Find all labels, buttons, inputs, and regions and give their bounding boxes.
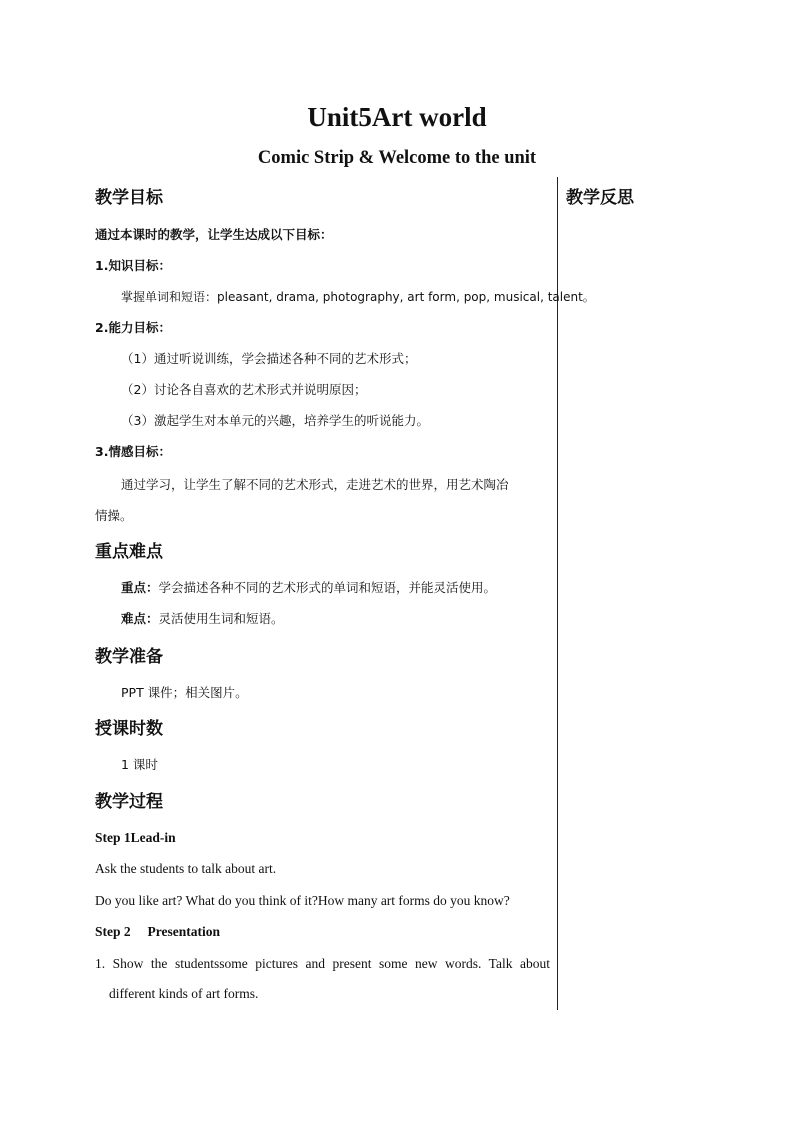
ability-item-2: （2）讨论各自喜欢的艺术形式并说明原因； (121, 382, 367, 397)
ability-item-1: （1）通过听说训练，学会描述各种不同的艺术形式； (121, 351, 417, 366)
preparation-heading: 教学准备 (95, 647, 163, 667)
hours-heading: 授课时数 (95, 719, 163, 739)
focus-label: 重点： (121, 580, 159, 595)
focus-line (121, 579, 496, 597)
focus-text: 学会描述各种不同的艺术形式的单词和短语，并能灵活使用。 (158, 580, 497, 595)
step2-item1-line-2: different kinds of art forms. (109, 986, 259, 1001)
document-subtitle: Comic Strip & Welcome to the unit (257, 148, 537, 168)
key-points-heading: 重点难点 (95, 542, 163, 562)
document-title: Unit5Art world (307, 102, 487, 132)
step2-item1-line-1: 1. Show the studentssome pictures and present some new words. Talk about (95, 956, 550, 971)
emotion-label: 3.情感目标： (95, 444, 171, 459)
step1-line-1: Ask the students to talk about art. (95, 861, 277, 876)
emotion-line-2: 情操。 (95, 508, 133, 523)
step1-label: Step 1Lead-in (95, 830, 176, 845)
difficulty-text: 灵活使用生词和短语。 (158, 611, 284, 626)
hours-text: 1 课时 (121, 757, 158, 772)
objectives-intro: 通过本课时的教学，让学生达成以下目标： (95, 227, 333, 242)
step2-label: Step 2 Presentation (95, 924, 220, 939)
difficulty-label: 难点： (121, 611, 159, 626)
ability-label: 2.能力目标： (95, 320, 171, 335)
objectives-heading: 教学目标 (95, 188, 163, 208)
emotion-line-1: 通过学习，让学生了解不同的艺术形式，走进艺术的世界，用艺术陶冶 (121, 477, 509, 492)
preparation-text: PPT 课件；相关图片。 (121, 685, 248, 700)
difficulty-line (121, 610, 284, 628)
knowledge-label: 1.知识目标： (95, 258, 171, 273)
step1-line-2: Do you like art? What do you think of it?How many art forms do you know? (95, 893, 510, 908)
process-heading: 教学过程 (95, 792, 163, 812)
reflection-header: 教学反思 (566, 188, 634, 208)
ability-item-3: （3）激起学生对本单元的兴趣，培养学生的听说能力。 (121, 413, 429, 428)
knowledge-text: 掌握单词和短语：pleasant, drama, photography, art form, pop, musical, talent。 (121, 290, 595, 304)
